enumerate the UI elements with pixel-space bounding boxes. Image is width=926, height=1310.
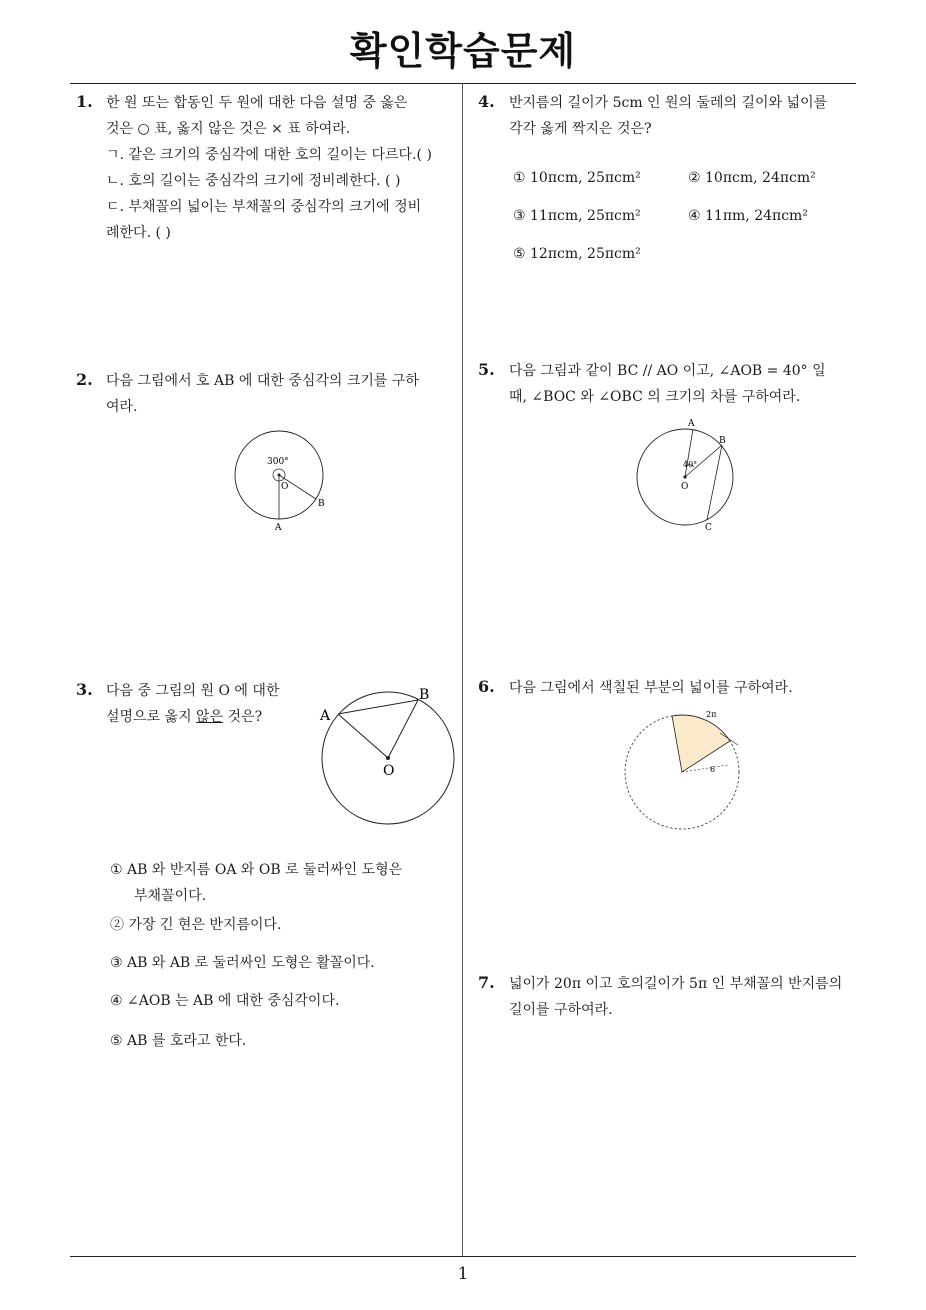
question-text: 것은 ○ 표, 옳지 않은 것은 × 표 하여라. [106,121,351,137]
question-text: 다음 그림에서 색칠된 부분의 넓이를 구하여라. [509,680,793,696]
choice-5: ⑤ 12πcm, 25πcm² [513,246,641,262]
question-text: 여라. [106,399,138,415]
question-number: 7. [478,973,495,992]
point-label-b: B [719,436,726,446]
question-text: 반지름의 길이가 5cm 인 원의 둘레의 길이와 넓이를 [509,95,828,111]
sector-figure [620,705,750,835]
statement-item: 례한다. ( ) [106,225,171,241]
question-number: 6. [478,677,495,696]
column-divider [462,83,463,1257]
radius-label: 6 [710,765,716,774]
page-title: 확인학습문제 [349,29,577,73]
circle-figure [310,680,470,840]
page-number: 1 [457,1264,469,1284]
point-label-a: A [320,708,331,724]
point-label-b: B [318,499,325,509]
statement-item: ㄱ. 같은 크기의 중심각에 대한 호의 길이는 다르다.( ) [106,147,432,163]
point-label-b: B [419,687,430,703]
question-number: 3. [76,680,93,699]
statement-item: ㄴ. 호의 길이는 중심각의 크기에 정비례한다. ( ) [106,173,401,189]
question-text: 한 원 또는 합동인 두 원에 대한 다음 설명 중 옳은 [106,95,408,111]
footer-rule [70,1256,856,1257]
circle-figure [225,420,335,535]
choice-1: ① AB 와 반지름 OA 와 OB 로 둘러싸인 도형은 [110,862,403,878]
question-text: 설명으로 옳지 않은 것은? [106,709,263,725]
question-number: 5. [478,360,495,379]
circle-figure [625,415,745,535]
question-text: 때, ∠BOC 와 ∠OBC 의 크기의 차를 구하여라. [509,389,801,405]
choice-2: ② 가장 긴 현은 반지름이다. [110,917,282,933]
arc-length-label: 2π [706,710,717,719]
angle-label: 40° [683,460,698,469]
choice-4: ④ ∠AOB 는 AB 에 대한 중심각이다. [110,993,340,1009]
point-label-a: A [688,419,695,429]
angle-label: 300° [267,457,289,467]
choice-2: ② 10πcm, 24πcm² [688,170,816,186]
header-rule [70,83,856,84]
point-label-a: A [275,523,282,533]
question-number: 4. [478,92,495,111]
choice-3: ③ 11πcm, 25πcm² [513,208,641,224]
choice-4: ④ 11πm, 24πcm² [688,208,808,224]
underlined-word: 않은 [196,709,224,725]
point-label-o: O [681,482,689,492]
question-number: 1. [76,92,93,111]
question-text: 각각 옳게 짝지은 것은? [509,121,652,137]
point-label-c: C [705,523,712,533]
question-text: 길이를 구하여라. [509,1002,613,1018]
choice-1-cont: 부채꼴이다. [134,888,207,904]
question-number: 2. [76,370,93,389]
question-text: 다음 중 그림의 원 O 에 대한 [106,683,280,699]
point-label-o: O [383,763,395,779]
choice-1: ① 10πcm, 25πcm² [513,170,641,186]
question-text: 넓이가 20π 이고 호의길이가 5π 인 부채꼴의 반지름의 [509,976,843,992]
question-text: 다음 그림과 같이 BC // AO 이고, ∠AOB = 40° 일 [509,363,826,379]
question-text: 다음 그림에서 호 AB 에 대한 중심각의 크기를 구하 [106,373,419,389]
point-label-o: O [281,482,289,492]
choice-3: ③ AB 와 AB 로 둘러싸인 도형은 활꼴이다. [110,955,375,971]
choice-5: ⑤ AB 를 호라고 한다. [110,1033,247,1049]
statement-item: ㄷ. 부채꼴의 넓이는 부채꼴의 중심각의 크기에 정비 [106,199,422,215]
